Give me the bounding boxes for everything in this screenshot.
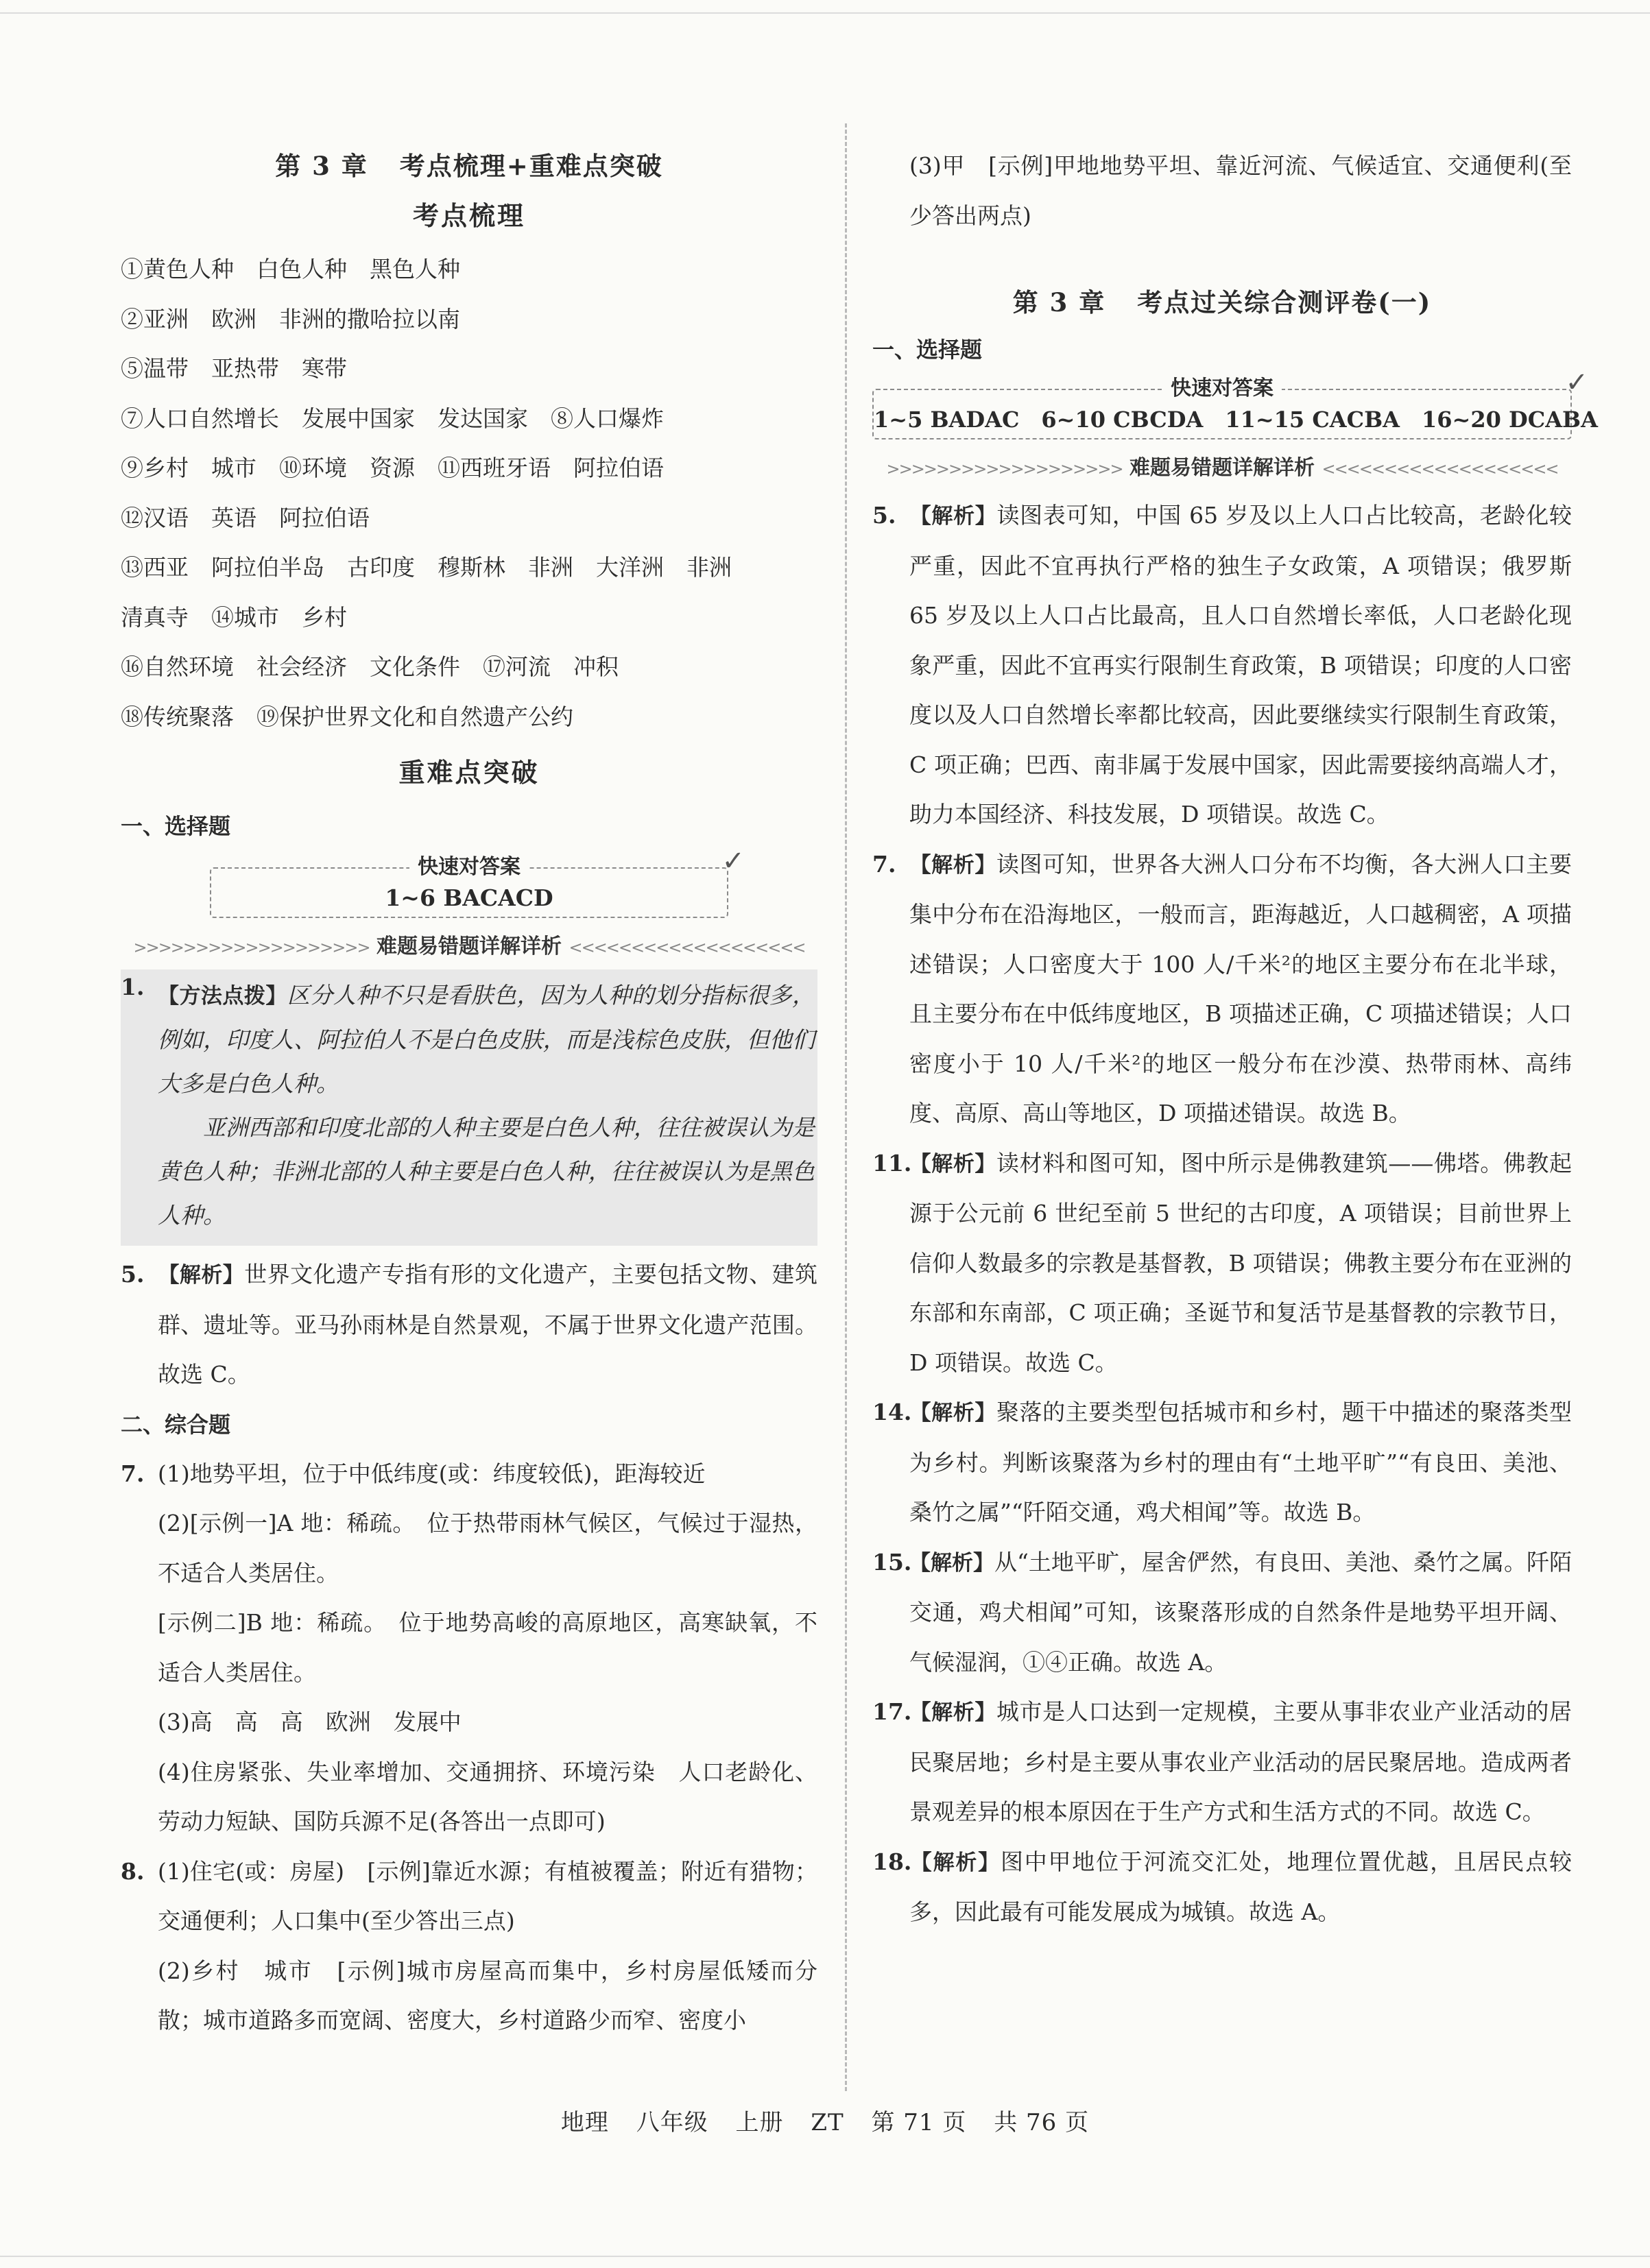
answer-item	[872, 1687, 1572, 1837]
chapter-heading: 考点过关综合测评卷(一)	[1137, 287, 1432, 317]
item-number: 7.	[872, 850, 896, 878]
footer-volume: 上册	[735, 2109, 784, 2136]
item-number: 17.	[872, 1698, 912, 1725]
item-text: 城市是人口达到一定规模，主要从事非农业产业活动的居民聚居地；乡村是主要从事农业产业活动的居民聚居地。造成两者景观差异的根本原因在于生产方式和生活方式的不同。故选 C。	[909, 1698, 1573, 1825]
footer-subject: 地理	[560, 2109, 609, 2136]
answer-item	[872, 1388, 1572, 1538]
item-text: 读材料和图可知，图中所示是佛教建筑——佛塔。佛教起源于公元前 6 世纪至前 5 世纪的古印度，A 项错误；目前世界上信仰人数最多的宗教是基督教，B 项错误；佛教主要分布在亚洲的东部和东南部，C 项正确；圣诞节和复活节是基督教的宗教节日，D 项错误。故选 C。	[909, 1149, 1573, 1376]
chapter-title-test	[872, 282, 1572, 319]
review-point: ⑯自然环境 社会经济 文化条件 ⑰河流 冲积	[121, 653, 619, 680]
item-tag: 【解析】	[158, 1263, 245, 1288]
answer-item-5	[121, 1250, 817, 1400]
answer-item	[872, 1538, 1572, 1688]
quick-answer-label: 快速对答案	[409, 854, 529, 881]
method-tip	[121, 969, 817, 1246]
review-point: ⑨乡村 城市 ⑩环境 资源 ⑪西班牙语 阿拉伯语	[121, 455, 664, 481]
footer-grade: 八年级	[636, 2109, 708, 2136]
check-icon: ✓	[1565, 367, 1588, 398]
detail-label: 难题易错题详解详析	[1129, 456, 1315, 480]
item-text: 区分人种不只是看肤色，因为人种的划分指标很多，例如，印度人、阿拉伯人不是白色皮肤，而是浅棕色皮肤，但他们大多是白色人种。	[158, 982, 815, 1097]
quick-answer-box	[872, 367, 1598, 439]
item-number: 1.	[121, 974, 145, 1000]
review-point: ⑬西亚 阿拉伯半岛 古印度 穆斯林 非洲 大洋洲 非洲	[121, 554, 732, 581]
item-text: 读图可知，世界各大洲人口分布不均衡，各大洲人口主要集中分布在沿海地区，一般而言，距海越近，人口越稠密，A 项描述错误；人口密度大于 100 人/千米²的地区主要分布在北半球，且主要分布在中低纬度地区，B 项描述正确，C 项描述错误；人口密度小于 10 人/千米²的地区一般分布在沙漠、热带雨林、高纬度、高原、高山等地区，D 项描述错误。故选 B。	[909, 850, 1573, 1126]
column-divider	[845, 123, 847, 2091]
item-text: (1)住宅(或：房屋) [示例]靠近水源；有植被覆盖；附近有猎物；交通便利；人口集中(至少答出三点)	[158, 1857, 817, 1934]
chevrons-left-icon: <<<<<<<<<<<<<<<<<<<	[569, 938, 805, 957]
review-point: ⑦人口自然增长 发展中国家 发达国家 ⑧人口爆炸	[121, 405, 664, 432]
answer-item-1	[121, 969, 817, 1246]
answer-item-8	[121, 1847, 817, 2046]
quick-answer-value: 1~5 BADAC 6~10 CBCDA 11~15 CACBA 16~20 DCABA	[874, 407, 1598, 433]
answer-item	[872, 1139, 1572, 1388]
item-tag: 【解析】	[909, 1700, 996, 1725]
top-rule	[0, 12, 1650, 14]
item-text: 从“土地平旷，屋舍俨然，有良田、美池、桑竹之属。阡陌交通，鸡犬相闻”可知，该聚落形成的自然条件是地势平坦开阔、气候湿润，①④正确。故选 A。	[909, 1548, 1573, 1676]
bottom-rule	[0, 2256, 1650, 2257]
item-text: (2)乡村 城市 [示例]城市房屋高而集中，乡村房屋低矮而分散；城市道路多而宽阔、密度大，乡村道路少而窄、密度小	[158, 1957, 817, 2034]
item-tag: 【方法点拨】	[158, 984, 287, 1009]
section-choice: 一、选择题	[872, 337, 983, 363]
item-number: 8.	[121, 1857, 145, 1885]
item-text: (4)住房紧张、失业率增加、交通拥挤、环境污染 人口老龄化、劳动力短缺、国防兵源不足(各答出一点即可)	[158, 1758, 817, 1835]
detail-banner	[121, 928, 817, 967]
section-heading-key: 重难点突破	[398, 757, 540, 788]
section-heading-review: 考点梳理	[412, 200, 525, 231]
section-choice: 一、选择题	[121, 813, 231, 839]
item-text: [示例二]B 地：稀疏。 位于地势高峻的高原地区，高寒缺氧，不适合人类居住。	[158, 1609, 817, 1686]
quick-answer-value: 1~6 BACACD	[385, 884, 553, 911]
item-number: 5.	[872, 502, 896, 529]
item-tag: 【解析】	[909, 1850, 1001, 1875]
review-points	[121, 245, 817, 742]
item-tag: 【解析】	[909, 1401, 996, 1425]
item-number: 18.	[872, 1848, 912, 1875]
item-text: (3)高 高 高 欧洲 发展中	[158, 1709, 462, 1735]
footer-total: 共 76 页	[994, 2109, 1090, 2136]
item-text: (1)地势平坦，位于中低纬度(或：纬度较低)，距海较近	[158, 1460, 706, 1487]
chapter-number: 第 3 章	[275, 151, 368, 181]
chapter-number: 第 3 章	[1012, 287, 1106, 317]
answer-item	[872, 840, 1572, 1139]
item-tag: 【解析】	[909, 1151, 997, 1177]
review-point: ⑫汉语 英语 阿拉伯语	[121, 504, 370, 531]
item-number: 11.	[872, 1149, 912, 1177]
chapter-title	[121, 145, 817, 182]
chevrons-left-icon: <<<<<<<<<<<<<<<<<<<	[1322, 459, 1558, 479]
item-number: 14.	[872, 1399, 912, 1425]
answer-item	[872, 1837, 1572, 1938]
footer-page: 第 71 页	[871, 2109, 967, 2136]
review-point: ②亚洲 欧洲 非洲的撒哈拉以南	[121, 305, 460, 333]
item-tag: 【解析】	[909, 504, 997, 529]
chevrons-right-icon: >>>>>>>>>>>>>>>>>>>	[886, 459, 1123, 479]
item-tag: 【解析】	[909, 852, 996, 878]
chevrons-right-icon: >>>>>>>>>>>>>>>>>>>	[133, 938, 370, 957]
right-column	[872, 141, 1598, 1938]
item-text: 聚落的主要类型包括城市和乡村，题干中描述的聚落类型为乡村。判断该聚落为乡村的理由有“土地平旷”“有良田、美池、桑竹之属”“阡陌交通，鸡犬相闻”等。故选 B。	[909, 1399, 1573, 1525]
review-point: ⑤温带 亚热带 寒带	[121, 355, 347, 382]
answer-item-7	[121, 1449, 817, 1847]
item-tag: 【解析】	[909, 1550, 995, 1576]
item-number: 15.	[872, 1548, 912, 1576]
item-text: 图中甲地位于河流交汇处，地理位置优越，且居民点较多，因此最有可能发展成为城镇。故选 A。	[909, 1848, 1573, 1925]
item-text: (2)[示例一]A 地：稀疏。 位于热带雨林气候区，气候过于湿热，不适合人类居住。	[158, 1510, 817, 1587]
review-point: ⑱传统聚落 ⑲保护世界文化和自然遗产公约	[121, 703, 573, 730]
quick-answer-box	[210, 845, 745, 918]
chapter-heading: 考点梳理+重难点突破	[399, 151, 663, 181]
quick-answer-label: 快速对答案	[1162, 375, 1282, 402]
item-number: 5.	[121, 1261, 145, 1288]
left-column	[121, 130, 817, 2046]
answer-item-7-3: (3)甲 [示例]甲地地势平坦、靠近河流、气候适宜、交通便利(至少答出两点)	[909, 152, 1572, 229]
page-footer	[0, 2103, 1650, 2137]
item-text: 读图表可知，中国 65 岁及以上人口占比较高，老龄化较严重，因此不宜再执行严格的独生子女政策，A 项错误；俄罗斯 65 岁及以上人口占比最高，且人口自然增长率低，人口老龄化现象严重，因此不宜再实行限制生育政策，B 项错误；印度的人口密度以及人口自然增长率都比较高，因此要继续实行限制生育政策，C 项正确；巴西、南非属于发展中国家，因此需要接纳高端人才，助力本国经济、科技发展，D 项错误。故选 C。	[909, 502, 1572, 828]
item-text-2: 亚洲西部和印度北部的人种主要是白色人种，往往被误认为是黄色人种；非洲北部的人种主要是白色人种，往往被误认为是黑色人种。	[158, 1114, 815, 1229]
review-point: 清真寺 ⑭城市 乡村	[121, 603, 347, 631]
item-number: 7.	[121, 1460, 145, 1487]
footer-edition: ZT	[811, 2109, 844, 2136]
item-text: 世界文化遗产专指有形的文化遗产，主要包括文物、建筑群、遗址等。亚马孙雨林是自然景观，不属于世界文化遗产范围。故选 C。	[158, 1261, 818, 1388]
section-comprehensive: 二、综合题	[121, 1411, 231, 1438]
answer-item	[872, 491, 1572, 840]
detail-banner	[872, 449, 1572, 488]
review-point: ①黄色人种 白色人种 黑色人种	[121, 256, 460, 282]
detail-label: 难题易错题详解详析	[376, 934, 562, 958]
check-icon: ✓	[721, 845, 745, 877]
